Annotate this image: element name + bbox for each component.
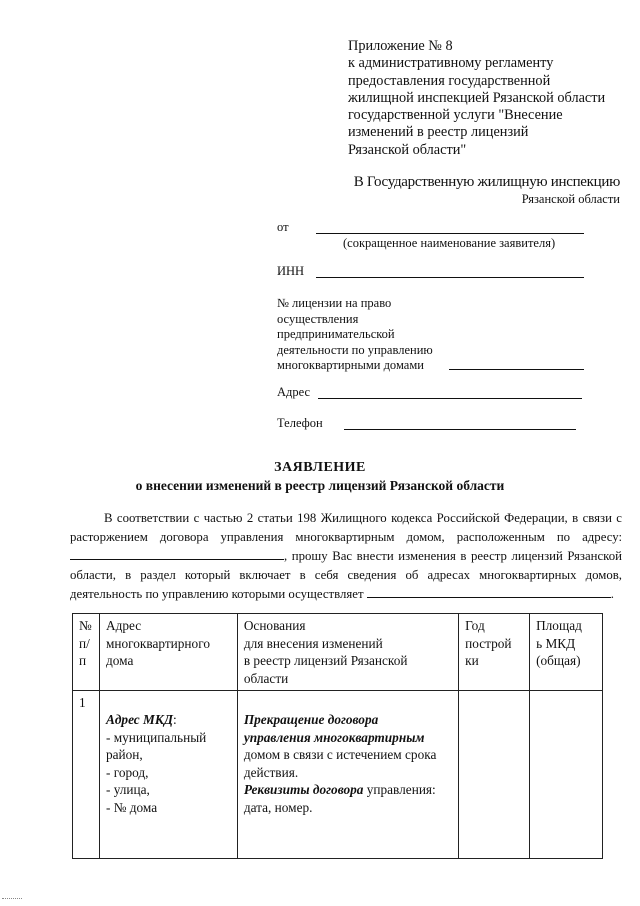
- address-item: - город,: [105, 764, 149, 780]
- addressee-line1: В Государственную жилищную инспекцию: [353, 174, 620, 190]
- header-num-line: п/: [79, 635, 90, 651]
- header-address: [99, 614, 237, 691]
- statement-body: [70, 509, 622, 604]
- table-row: [73, 691, 603, 859]
- address-title-text: Адрес МКД: [105, 712, 173, 727]
- addressee-block: [354, 174, 620, 207]
- header-area-line: Площад: [536, 618, 582, 633]
- row-address: [99, 691, 237, 859]
- mkd-table: [72, 613, 603, 859]
- addressee-line2: Рязанской области: [521, 192, 620, 206]
- phone-label: Телефон: [277, 416, 323, 430]
- row-area[interactable]: [530, 691, 603, 859]
- address-item: - муниципальный: [105, 729, 207, 745]
- inn-field[interactable]: [316, 277, 584, 278]
- inn-label: ИНН: [277, 264, 305, 278]
- from-hint: (сокращенное наименование заявителя): [343, 236, 556, 250]
- statement-paragraph: [70, 509, 622, 604]
- appendix-header: [348, 38, 638, 159]
- basis-text: домом в связи с истечением срока действия.: [243, 747, 437, 780]
- basis-requisites: [244, 781, 454, 799]
- appendix-line: изменений в реестр лицензий: [348, 124, 529, 141]
- from-field[interactable]: [316, 233, 584, 234]
- license-label: [277, 296, 433, 374]
- scan-artifact: [2, 898, 22, 902]
- basis-bold-line: управления многоквартирным: [243, 729, 425, 745]
- address-title: [106, 711, 233, 729]
- statement-text-2: , прошу Вас внести изменения в реестр лицензий Рязанской области, в раздел который включает в себя сведения об адресах многоквартирных домов, деятельность по управлению которыми осуществляет: [70, 549, 622, 601]
- license-label-line: деятельности по управлению: [277, 342, 433, 357]
- appendix-line: Приложение № 8: [348, 38, 453, 54]
- table-header-row: [73, 614, 603, 691]
- license-label-line: предпринимательской: [277, 327, 395, 341]
- header-num-line: №: [79, 618, 92, 633]
- basis-bold-line: Прекращение договора: [243, 712, 379, 727]
- header-basis-line: области: [243, 670, 289, 686]
- address-label: Адрес: [277, 385, 311, 399]
- address-title-colon: :: [172, 712, 177, 727]
- header-basis-line: Основания: [243, 618, 306, 633]
- header-address-line: многоквартирного: [105, 635, 210, 651]
- address-item: - улица,: [105, 782, 150, 797]
- appendix-line: предоставления государственной: [348, 72, 551, 89]
- header-area-line: (общая): [536, 653, 581, 668]
- row-basis: [237, 691, 458, 859]
- basis-requisites-text: управления:: [363, 782, 436, 797]
- document-title: ЗАЯВЛЕНИЕ: [274, 460, 366, 475]
- header-basis-line: в реестр лицензий Рязанской: [243, 653, 408, 668]
- document-subtitle: о внесении изменений в реестр лицензий Рязанской области: [135, 478, 505, 493]
- building-address-field[interactable]: [70, 547, 284, 560]
- statement-text-3: .: [610, 587, 614, 601]
- header-year-line: ки: [465, 653, 479, 668]
- licensee-field[interactable]: [367, 585, 611, 598]
- appendix-line: к административному регламенту: [348, 55, 554, 72]
- header-year-line: построй: [465, 635, 512, 651]
- header-area-line: ь МКД: [536, 635, 576, 651]
- address-item: - № дома: [105, 799, 158, 815]
- header-num-line: п: [79, 653, 87, 668]
- row-num: 1: [73, 691, 100, 859]
- basis-requisites-bold: Реквизиты договора: [243, 782, 364, 797]
- phone-field[interactable]: [344, 429, 576, 430]
- header-basis: [237, 614, 458, 691]
- header-year: [459, 614, 530, 691]
- appendix-line: Рязанской области": [348, 141, 467, 158]
- appendix-line: государственной услуги "Внесение: [348, 107, 563, 124]
- header-address-line: Адрес: [105, 618, 142, 633]
- license-label-line: многоквартирными домами: [277, 358, 424, 372]
- header-address-line: дома: [105, 653, 134, 668]
- header-area: [530, 614, 603, 691]
- address-item: район,: [105, 747, 143, 762]
- address-field[interactable]: [318, 398, 582, 399]
- header-year-line: Год: [465, 618, 485, 633]
- statement-text-1: В соответствии с частью 2 статьи 198 Жилищного кодекса Российской Федерации, в связи с расторжением договора управления многоквартирным домом, расположенным по адресу:: [70, 511, 622, 544]
- license-label-line: № лицензии на право: [277, 296, 392, 310]
- row-year[interactable]: [459, 691, 530, 859]
- license-label-line: осуществления: [277, 311, 359, 326]
- from-label: от: [277, 220, 289, 234]
- header-num: [73, 614, 100, 691]
- basis-text: дата, номер.: [243, 799, 313, 815]
- header-basis-line: для внесения изменений: [243, 635, 383, 651]
- appendix-line: жилищной инспекцией Рязанской области: [348, 89, 606, 106]
- license-field[interactable]: [449, 369, 584, 370]
